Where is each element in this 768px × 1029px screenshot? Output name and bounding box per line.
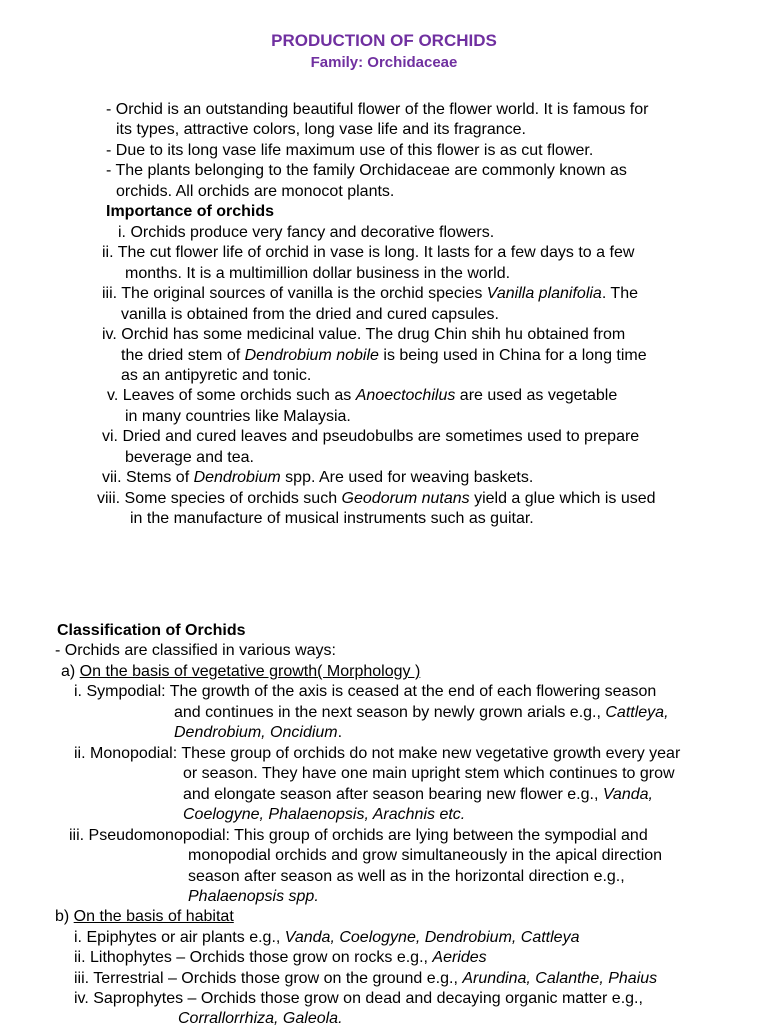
section-a-line: Dendrobium, Oncidium. [174,724,343,741]
section-a-line: monopodial orchids and grow simultaneously in the apical direction [188,847,663,864]
importance-line: v. Leaves of some orchids such as Anoectochilus are used as vegetable [107,387,618,404]
section-a-heading: a) On the basis of vegetative growth( Morphology ) [61,663,421,680]
importance-line: months. It is a multimillion dollar business in the world. [125,265,511,282]
importance-line: vanilla is obtained from the dried and cured capsules. [121,306,499,323]
classification-intro: - Orchids are classified in various ways: [55,642,336,659]
intro-line: - The plants belonging to the family Orchidaceae are commonly known as [106,162,627,179]
importance-line: as an antipyretic and tonic. [121,367,312,384]
section-b-line: Corrallorrhiza, Galeola. [178,1010,343,1027]
section-b-line: i. Epiphytes or air plants e.g., Vanda, Coelogyne, Dendrobium, Cattleya [74,929,580,946]
section-a-line: season after season as well as in the horizontal direction e.g., [188,868,625,885]
importance-line: vii. Stems of Dendrobium spp. Are used for weaving baskets. [102,469,534,486]
section-a-line: ii. Monopodial: These group of orchids do not make new vegetative growth every year [74,745,681,762]
intro-line: orchids. All orchids are monocot plants. [116,183,395,200]
section-a-line: iii. Pseudomonopodial: This group of orchids are lying between the sympodial and [69,827,648,844]
section-b-line: ii. Lithophytes – Orchids those grow on rocks e.g., Aerides [74,949,487,966]
importance-line: the dried stem of Dendrobium nobile is being used in China for a long time [121,347,647,364]
importance-line: iv. Orchid has some medicinal value. The drug Chin shih hu obtained from [102,326,626,343]
importance-line: vi. Dried and cured leaves and pseudobulbs are sometimes used to prepare [102,428,640,445]
section-a-line: Phalaenopsis spp. [188,888,319,905]
intro-line: - Due to its long vase life maximum use of this flower is as cut flower. [106,142,594,159]
importance-line: viii. Some species of orchids such Geodorum nutans yield a glue which is used [97,490,656,507]
importance-line: ii. The cut flower life of orchid in vase is long. It lasts for a few days to a few [102,244,635,261]
importance-line: iii. The original sources of vanilla is the orchid species Vanilla planifolia. The [102,285,638,302]
section-b-line: iii. Terrestrial – Orchids those grow on the ground e.g., Arundina, Calanthe, Phaius [74,970,658,987]
importance-line: in the manufacture of musical instruments such as guitar. [130,510,534,527]
page-title: PRODUCTION OF ORCHIDS [271,31,497,50]
intro-line: its types, attractive colors, long vase life and its fragrance. [116,121,526,138]
section-b-heading: b) On the basis of habitat [55,908,234,925]
section-a-line: and elongate season after season bearing new flower e.g., Vanda, [183,786,653,803]
importance-line: beverage and tea. [125,449,254,466]
family-subtitle: Family: Orchidaceae [310,54,458,71]
importance-line: i. Orchids produce very fancy and decorative flowers. [118,224,495,241]
intro-line: - Orchid is an outstanding beautiful flower of the flower world. It is famous for [106,101,649,118]
section-a-line: or season. They have one main upright stem which continues to grow [183,765,675,782]
section-b-line: iv. Saprophytes – Orchids those grow on dead and decaying organic matter e.g., [74,990,643,1007]
section-a-line: Coelogyne, Phalaenopsis, Arachnis etc. [183,806,466,823]
classification-heading: Classification of Orchids [57,622,246,639]
importance-line: in many countries like Malaysia. [125,408,351,425]
section-a-line: and continues in the next season by newly grown arials e.g., Cattleya, [174,704,669,721]
section-a-line: i. Sympodial: The growth of the axis is ceased at the end of each flowering season [74,683,657,700]
importance-heading: Importance of orchids [106,203,275,220]
